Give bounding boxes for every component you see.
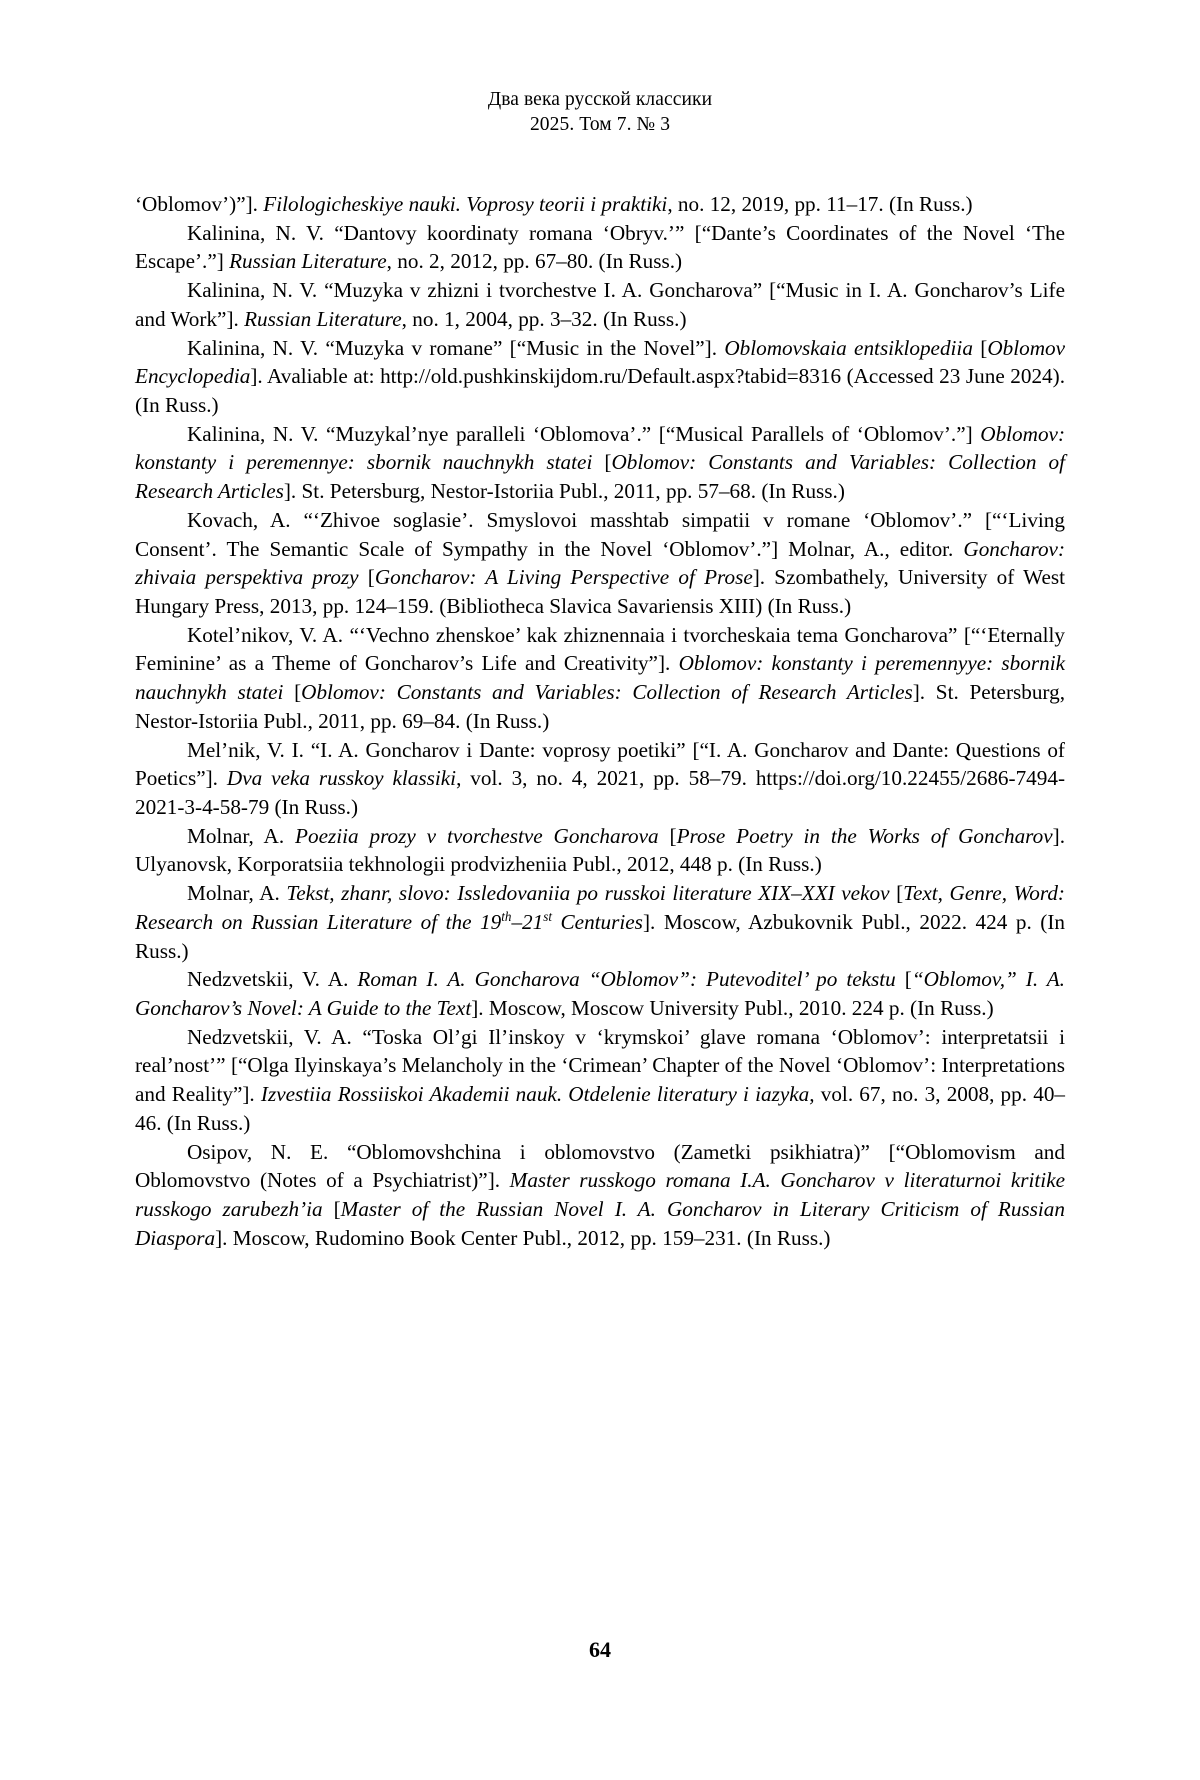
reference-entry: Kalinina, N. V. “Dantovy koordinaty romana ‘Obryv.’” [“Dante’s Coordinates of the Novel ‘The Escape’.”] Russian Literature, no. 2, 2012, pp. 67–80. (In Russ.) (135, 220, 1065, 274)
reference-entry: Molnar, A. Poeziia prozy v tvorchestve Goncharova [Prose Poetry in the Works of Goncharov]. Ulyanovsk, Korporatsiia tekhnologii prodvizheniia Publ., 2012, 448 p. (In Russ.) (135, 823, 1065, 877)
issue-info: 2025. Том 7. № 3 (529, 113, 671, 135)
reference-entry: Kotel’nikov, V. A. “‘Vechno zhenskoe’ kak zhiznennaia i tvorcheskaia tema Goncharova” [“‘Eternally Feminine’ as a Theme of Goncharov’s Life and Creativity”]. Oblomov: konstanty i peremennyye: sbornik nauchnykh statei [Oblomov: Constants and Variables: Collection of Research Articles]. St. Petersburg, Nestor-Istoriia Publ., 2011, pp. 69–84. (In Russ.) (135, 622, 1065, 733)
running-head (0, 88, 1200, 138)
reference-entry: Kalinina, N. V. “Muzykal’nye paralleli ‘Oblomova’.” [“Musical Parallels of ‘Oblomov’.”] Oblomov: konstanty i peremennye: sbornik nauchnykh statei [Oblomov: Constants and Variables: Collection of Research Articles]. St. Petersburg, Nestor-Istoriia Publ., 2011, pp. 57–68. (In Russ.) (135, 421, 1065, 504)
reference-entry: Kovach, A. “‘Zhivoe soglasie’. Smyslovoi masshtab simpatii v romane ‘Oblomov’.” [“‘Living Consent’. The Semantic Scale of Sympathy in the Novel ‘Oblomov’.”] Molnar, A., editor. Goncharov: zhivaia perspektiva prozy [Goncharov: A Living Perspective of Prose]. Szombathely, University of West Hungary Press, 2013, pp. 124–159. (Bibliotheca Slavica Savariensis XIII) (In Russ.) (135, 507, 1065, 618)
reference-entry: Osipov, N. E. “Oblomovshchina i oblomovstvo (Zametki psikhiatra)” [“Oblomovism and Oblomovstvo (Notes of a Psychiatrist)”]. Master russkogo romana I.A. Goncharov v literaturnoi kritike russkogo zarubezh’ia [Master of the Russian Novel I. A. Goncharov in Literary Criticism of Russian Diaspora]. Moscow, Rudomino Book Center Publ., 2012, pp. 159–231. (In Russ.) (135, 1139, 1065, 1250)
reference-entry: Kalinina, N. V. “Muzyka v romane” [“Music in the Novel”]. Oblomovskaia entsiklopediia [Oblomov Encyclopedia]. Avaliable at: http://old.pushkinskijdom.ru/Default.aspx?tabid=8316 (Accessed 23 June 2024). (In Russ.) (135, 335, 1065, 417)
reference-entry: Molnar, A. Tekst, zhanr, slovo: Issledovaniia po russkoi literature XIX–XXI vekov [Text, Genre, Word: Research on Russian Literature of the 19th–21st Centuries]. Moscow, Azbukovnik Publ., 2022. 424 p. (In Russ.) (135, 881, 1065, 963)
reference-entry: Nedzvetskii, V. A. “Toska Ol’gi Il’inskoy v ‘krymskoi’ glave romana ‘Oblomov’: interpretatsii i real’nost’” [“Olga Ilyinskaya’s Melancholy in the ‘Crimean’ Chapter of the Novel ‘Oblomov’: Interpretations and Reality”]. Izvestiia Rossiiskoi Akademii nauk. Otdelenie literatury i iazyka, vol. 67, no. 3, 2008, pp. 40–46. (In Russ.) (135, 1024, 1066, 1135)
reference-entry: Kalinina, N. V. “Muzyka v zhizni i tvorchestve I. A. Goncharova” [“Music in I. A. Goncharov’s Life and Work”]. Russian Literature, no. 1, 2004, pp. 3–32. (In Russ.) (135, 278, 1065, 331)
references-list (135, 190, 1065, 1253)
reference-entry: ‘Oblomov’)”]. Filologicheskiye nauki. Voprosy teorii i praktiki, no. 12, 2019, pp. 11–17. (In Russ.) (135, 191, 973, 216)
reference-entry: Mel’nik, V. I. “I. A. Goncharov i Dante: voprosy poetiki” [“I. A. Goncharov and Dante: Questions of Poetics”]. Dva veka russkoy klassiki, vol. 3, no. 4, 2021, pp. 58–79. https://doi.org/10.22455/2686-7494-2021-3-4-58-79 (In Russ.) (135, 737, 1065, 819)
journal-title: Два века русской классики (487, 89, 713, 110)
page-number: 64 (589, 1637, 611, 1662)
reference-entry: Nedzvetskii, V. A. Roman I. A. Goncharova “Oblomov”: Putevoditel’ po tekstu [“Oblomov,” I. A. Goncharov’s Novel: A Guide to the Text]. Moscow, Moscow University Publ., 2010. 224 p. (In Russ.) (135, 967, 1065, 1021)
